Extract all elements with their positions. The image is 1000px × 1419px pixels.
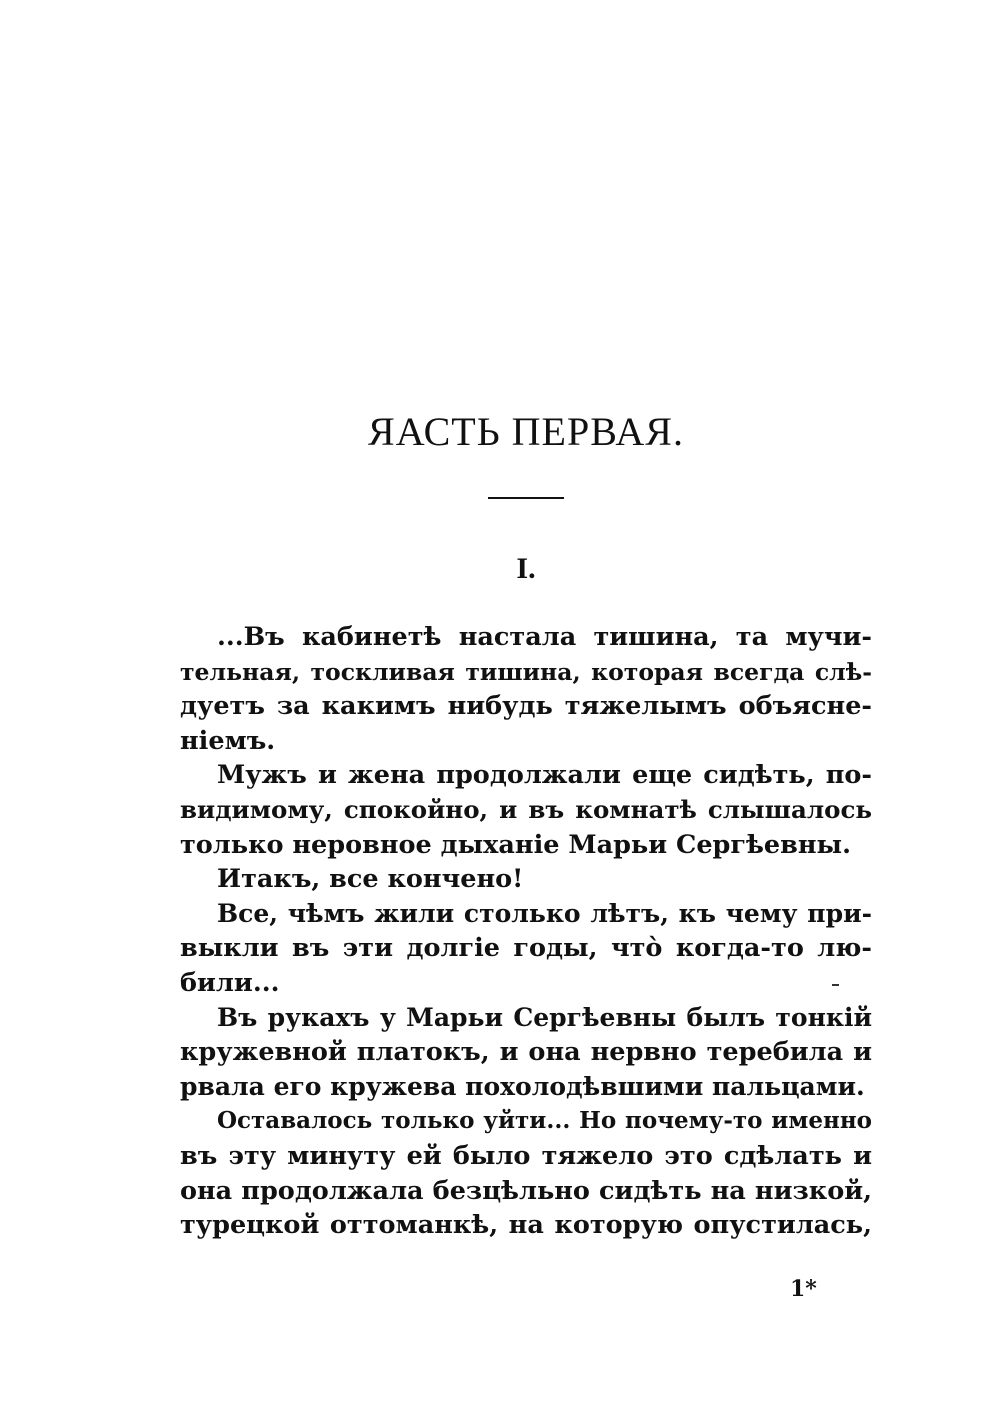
chapter-number: I.: [516, 552, 536, 585]
stray-mark: [832, 984, 839, 986]
text-line: ніемъ.: [180, 725, 276, 756]
text-line: турецкой оттоманкѣ, на которую опустилась,: [180, 1210, 872, 1241]
text-line: Оставалось только уйти... Но почему-то именно: [217, 1107, 872, 1135]
text-line: Итакъ, все кончено!: [217, 864, 524, 895]
text-line: дуетъ за какимъ нибудь тяжелымъ объясне-: [180, 691, 872, 722]
text-line: Мужъ и жена продолжали еще сидѣть, по-: [217, 760, 872, 791]
text-line: видимому, спокойно, и въ комнатѣ слышалось: [180, 794, 872, 824]
text-line: тельная, тоскливая тишина, которая всегда слѣ-: [180, 657, 872, 686]
text-line: били...: [180, 967, 280, 998]
part-title: ЯАСТЬ ПЕРВАЯ.: [368, 409, 684, 454]
text-line: кружевной платокъ, и она нервно теребила и: [180, 1037, 872, 1068]
text-line: Все, чѣмъ жили столько лѣтъ, къ чему при-: [217, 898, 872, 928]
text-line: только неровное дыханіе Марьи Сергѣевны.: [180, 829, 851, 860]
text-line: Въ рукахъ у Марьи Сергѣевны былъ тонкій: [217, 1002, 872, 1032]
text-line: ...Въ кабинетѣ настала тишина, та мучи-: [217, 622, 872, 652]
text-line: рвала его кружева похолодѣвшими пальцами.: [180, 1071, 865, 1101]
text-line: въ эту минуту ей было тяжело это сдѣлать и: [180, 1140, 872, 1171]
text-line: она продолжала безцѣльно сидѣть на низкой,: [180, 1175, 872, 1206]
text-line: выкли въ эти долгіе годы, что̀ когда-то лю-: [180, 933, 872, 964]
title-divider: [488, 497, 564, 499]
body-text: [180, 620, 872, 1243]
signature-mark: 1*: [790, 1276, 817, 1302]
